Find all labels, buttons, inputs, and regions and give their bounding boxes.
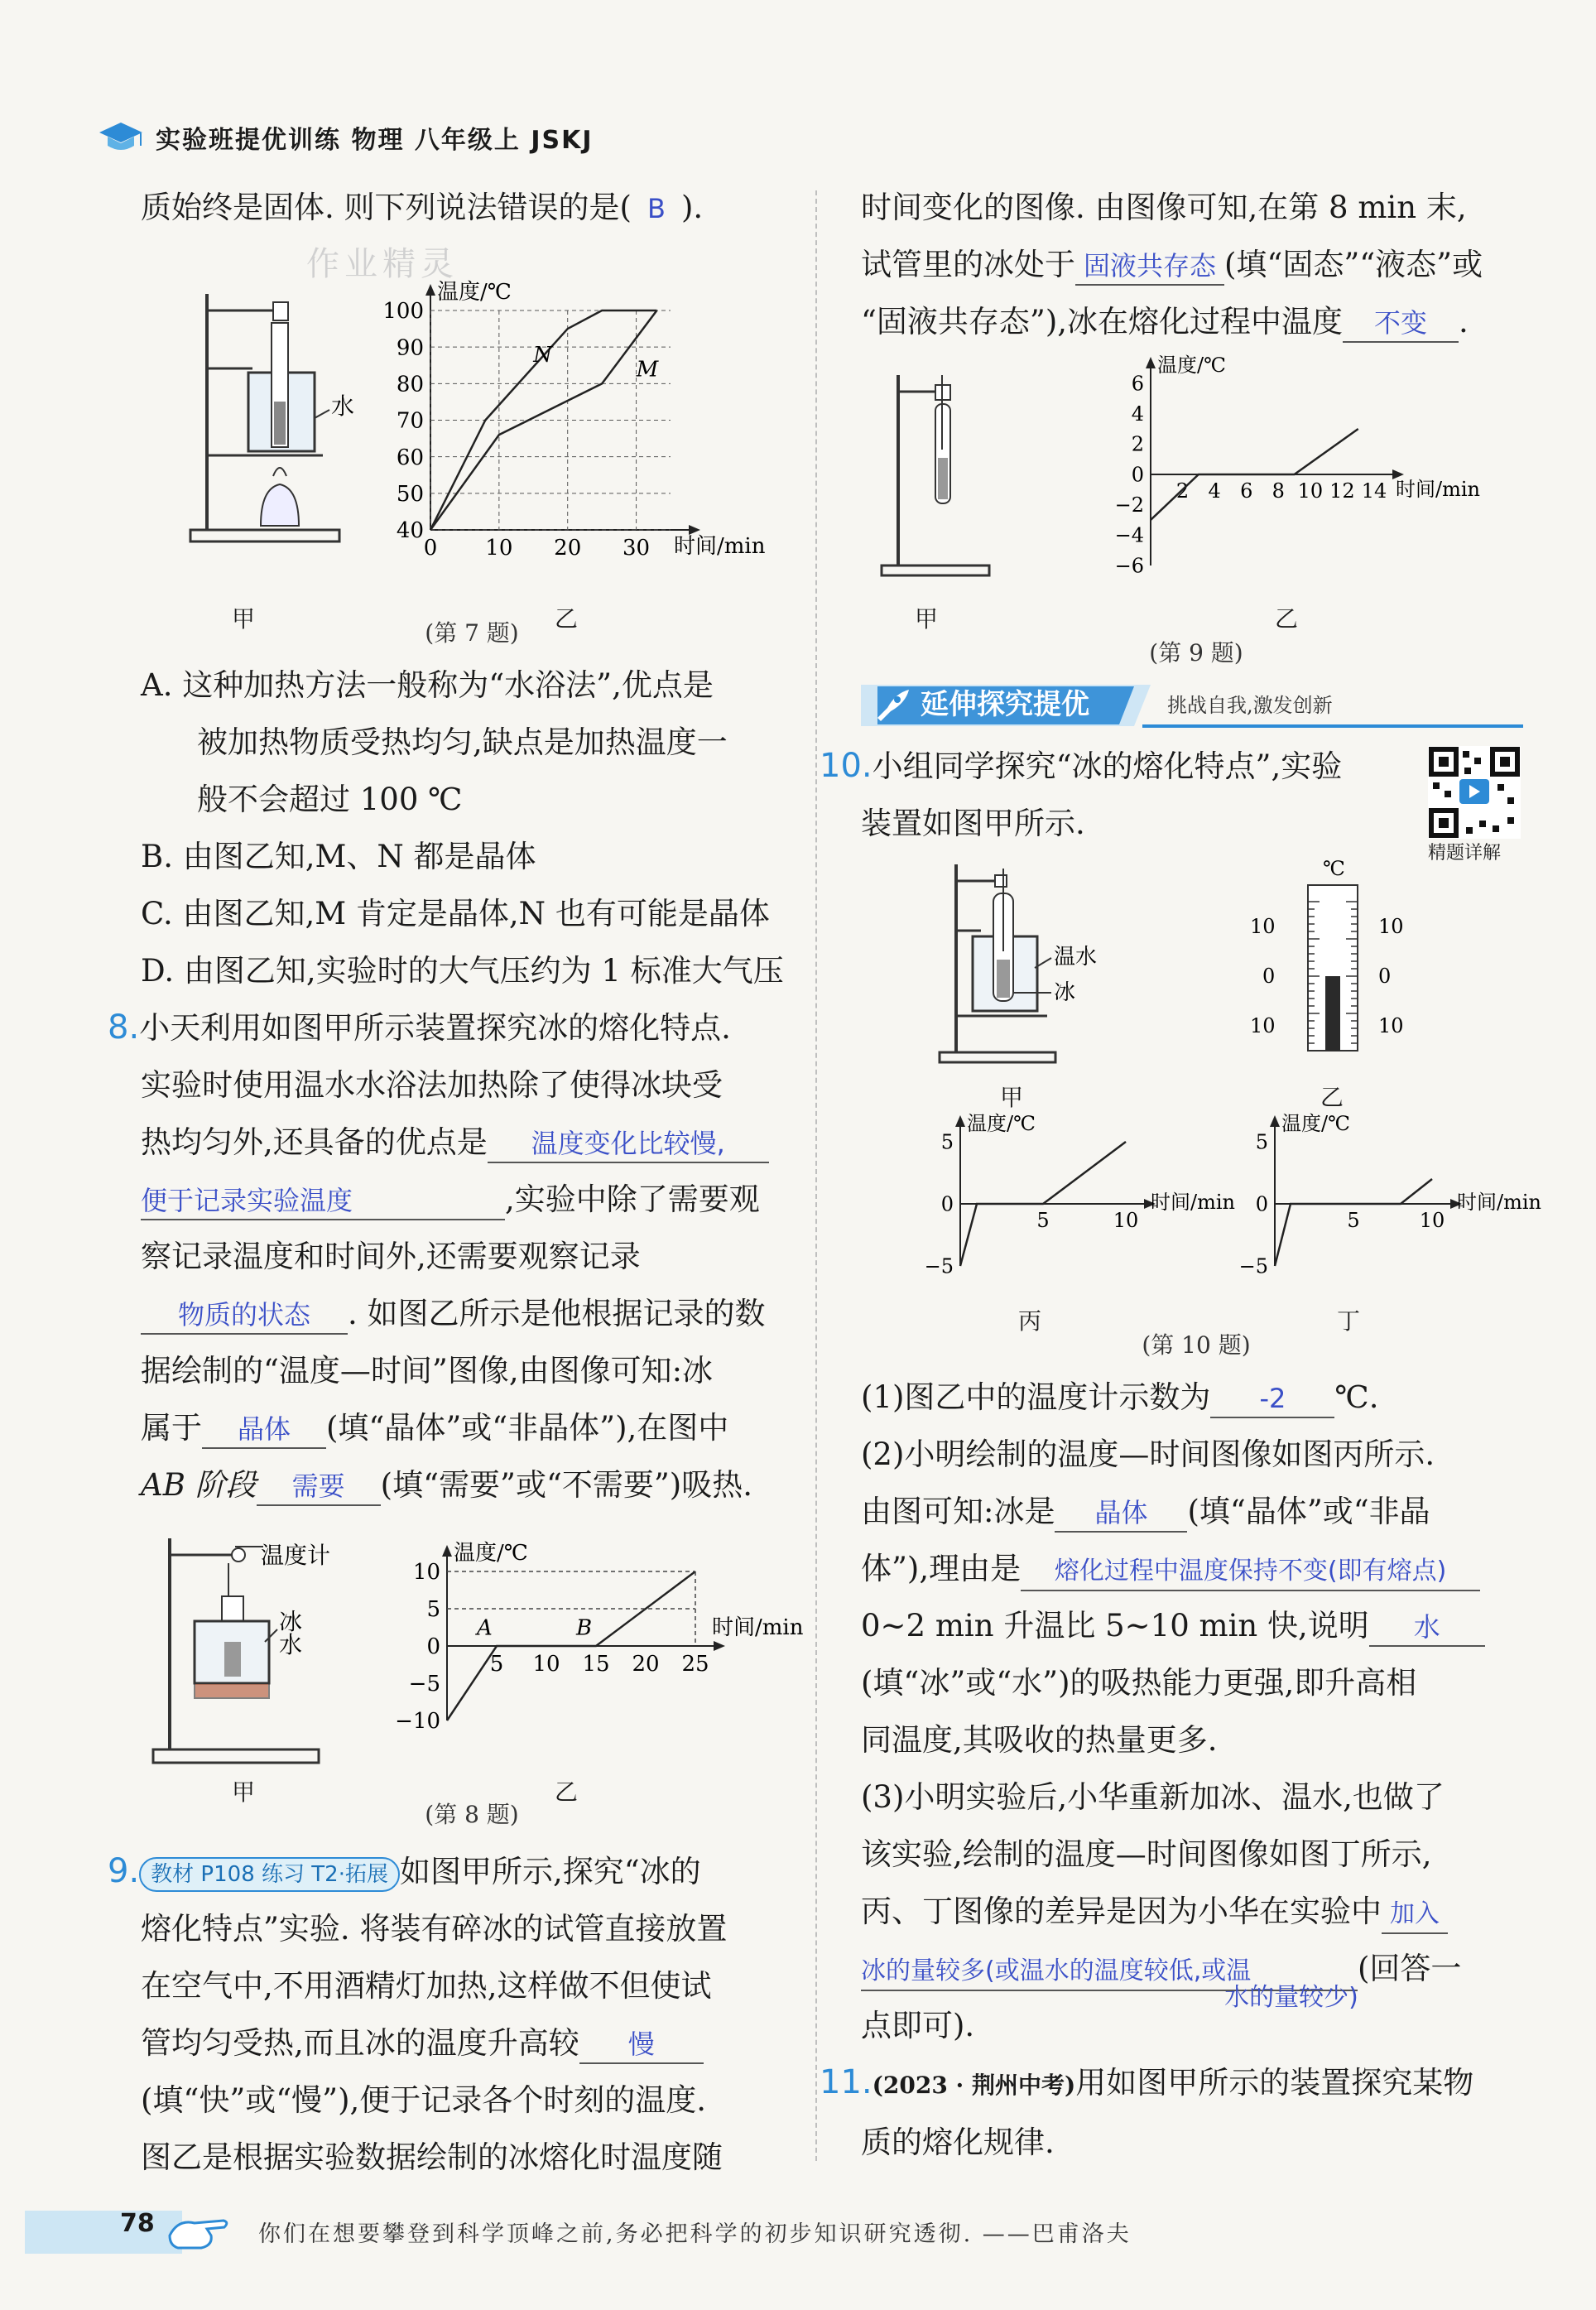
x-tick-label: 30 bbox=[623, 536, 651, 561]
x-tick-label: 20 bbox=[554, 536, 582, 561]
q8-line2: 实验时使用温水水浴法加热除了使得冰块受 bbox=[141, 1067, 723, 1103]
x-tick-label: 0 bbox=[423, 536, 438, 561]
q10-p3c: 丙、丁图像的差异是因为小华在实验中 加入 bbox=[861, 1883, 1531, 1940]
x-tick-label: 5 bbox=[1036, 1209, 1050, 1232]
q9-answer-1: 慢 bbox=[579, 2026, 704, 2064]
y-axis-label: 温度/℃ bbox=[454, 1541, 528, 1566]
footer-quote: 你们在想要攀登到科学顶峰之前,务必把科学的初步知识研究透彻. ——巴甫洛夫 bbox=[258, 2221, 1132, 2247]
q10-p2b: 由图可知:冰是 晶体 (填“晶体”或“非晶 bbox=[861, 1483, 1531, 1540]
right-column bbox=[820, 179, 1541, 2171]
y-axis-arrow bbox=[955, 1115, 965, 1127]
x-tick-label: 5 bbox=[489, 1652, 504, 1677]
fig10-ice-label: 冰 bbox=[1054, 980, 1076, 1005]
q10-p3b: 该实验,绘制的温度—时间图像如图丁所示, bbox=[861, 1836, 1432, 1872]
therm-right-bot: 10 bbox=[1378, 1014, 1404, 1037]
y-tick-label: −4 bbox=[1114, 523, 1144, 547]
q10-p2f: (填“冰”或“水”)的吸热能力更强,即升高相 bbox=[861, 1665, 1417, 1701]
q9-answer-3: 不变 bbox=[1343, 305, 1459, 343]
q8-line7: 据绘制的“温度—时间”图像,由图像可知:冰 bbox=[141, 1353, 714, 1388]
qr-code-icon[interactable] bbox=[1428, 746, 1521, 839]
x-tick-label: 14 bbox=[1361, 479, 1387, 503]
column-divider bbox=[815, 190, 817, 2161]
fig10-warm-water-label: 温水 bbox=[1054, 945, 1098, 970]
y-tick-label: 5 bbox=[426, 1597, 440, 1623]
x-axis-label: 时间/min bbox=[674, 534, 766, 559]
y-tick-label: −10 bbox=[395, 1709, 440, 1735]
curve-label-m: M bbox=[636, 357, 659, 383]
q8-answer-1a: 温度变化比较慢, bbox=[488, 1125, 769, 1163]
therm-right-top: 10 bbox=[1378, 915, 1404, 938]
q8-answer-4: 需要 bbox=[257, 1468, 381, 1506]
point-b-label: B bbox=[576, 1615, 593, 1641]
therm-left-top: 10 bbox=[1250, 915, 1276, 938]
point-a-label: A bbox=[477, 1615, 493, 1641]
y-tick-label: 4 bbox=[1131, 402, 1144, 426]
fig9-yi: 乙 bbox=[1275, 605, 1299, 633]
q8-answer-3: 晶体 bbox=[202, 1411, 326, 1449]
y-tick-label: 70 bbox=[396, 408, 424, 434]
q9-line5: (填“快”或“慢”),便于记录各个时刻的温度. bbox=[141, 2082, 707, 2118]
q10-number: 10. bbox=[820, 747, 873, 785]
chart-9 bbox=[1084, 350, 1515, 582]
chart-10-ding bbox=[1225, 1100, 1541, 1291]
section-banner bbox=[861, 678, 1531, 733]
x-tick-label: 10 bbox=[1113, 1209, 1139, 1232]
rocket-icon bbox=[871, 686, 912, 724]
figure-10-apparatus bbox=[935, 860, 1134, 1067]
q9-answer-2: 固液共存态 bbox=[1075, 248, 1224, 286]
x-tick-label: 10 bbox=[485, 536, 513, 561]
q10-answer-2: 晶体 bbox=[1055, 1494, 1187, 1533]
y-tick-label: 90 bbox=[396, 335, 424, 361]
q7-option-a1: A. 这种加热方法一般称为“水浴法”,优点是 bbox=[141, 667, 714, 703]
fig10-yi: 乙 bbox=[1320, 1084, 1344, 1111]
y-tick-label: 60 bbox=[396, 445, 424, 470]
y-tick-label: 0 bbox=[940, 1192, 954, 1216]
q9-line1: 9. 教材 P108 练习 T2·拓展 如图甲所示,探究“冰的 bbox=[108, 1852, 701, 1890]
x-tick-label: 15 bbox=[582, 1652, 610, 1677]
section-subtitle: 挑战自我,激发创新 bbox=[1167, 694, 1333, 717]
q10-p3a: (3)小明实验后,小华重新加冰、温水,也做了 bbox=[861, 1779, 1445, 1815]
graduation-cap-icon bbox=[98, 119, 144, 156]
fig8-yi: 乙 bbox=[555, 1778, 579, 1806]
y-axis-arrow bbox=[1146, 357, 1156, 368]
fig7-caption: (第 7 题) bbox=[425, 619, 519, 647]
y-axis-arrow bbox=[442, 1545, 452, 1557]
y-tick-label: 5 bbox=[1255, 1130, 1268, 1154]
q9-line4: 管均匀受热,而且冰的温度升高较 慢 bbox=[141, 2014, 803, 2072]
q10-p3d: 冰的量较多(或温水的温度较低,或温 (回答一 水的量较少) bbox=[861, 1940, 1531, 1997]
q9-right-line3: “固液共存态”),冰在熔化过程中温度 不变 . bbox=[861, 293, 1531, 350]
y-tick-label: −5 bbox=[1238, 1254, 1268, 1278]
therm-unit: ℃ bbox=[1323, 857, 1345, 880]
q8-line5: 察记录温度和时间外,还需要观察记录 bbox=[141, 1239, 641, 1274]
figure-9-apparatus bbox=[877, 367, 1002, 582]
q9-right-line1: 时间变化的图像. 由图像可知,在第 8 min 末, bbox=[861, 190, 1467, 225]
y-tick-label: −5 bbox=[408, 1672, 440, 1697]
section-title: 延伸探究提优 bbox=[921, 688, 1089, 721]
q8-line3: 热均匀外,还具备的优点是 温度变化比较慢, bbox=[141, 1114, 803, 1171]
q8-answer-2: 物质的状态 bbox=[141, 1297, 348, 1335]
y-tick-label: 0 bbox=[426, 1634, 440, 1660]
q7-option-b: B. 由图乙知,M、N 都是晶体 bbox=[141, 839, 536, 874]
x-axis-label: 时间/min bbox=[1396, 478, 1480, 501]
y-tick-label: 100 bbox=[382, 299, 424, 325]
fig7-water-label: 水 bbox=[331, 392, 355, 420]
x-tick-label: 5 bbox=[1347, 1209, 1360, 1232]
x-tick-label: 10 bbox=[1297, 479, 1324, 503]
therm-right-mid: 0 bbox=[1378, 965, 1392, 988]
q7-option-a3: 般不会超过 100 ℃ bbox=[197, 782, 463, 817]
chart-10-bing bbox=[911, 1100, 1235, 1291]
q8-line9: AB 阶段 需要 (填“需要”或“不需要”)吸热. bbox=[141, 1456, 803, 1514]
watermark: 作业精灵 bbox=[306, 245, 459, 283]
y-tick-label: 0 bbox=[1131, 463, 1144, 487]
y-tick-label: 6 bbox=[1131, 372, 1144, 396]
header-title: 实验班提优训练 物理 八年级上 JSKJ bbox=[156, 126, 594, 155]
figure-9 bbox=[861, 350, 1531, 633]
y-axis-arrow bbox=[1270, 1115, 1280, 1127]
page-number: 78 bbox=[120, 2209, 155, 2238]
q10-p2a: (2)小明绘制的温度—时间图像如图丙所示. bbox=[861, 1437, 1435, 1472]
y-tick-label: −5 bbox=[924, 1254, 954, 1278]
q10-p2e: 0~2 min 升温比 5~10 min 快,说明 水 bbox=[861, 1597, 1531, 1654]
fig9-jia: 甲 bbox=[915, 605, 939, 633]
q10-p2g: 同温度,其吸收的热量更多. bbox=[861, 1722, 1218, 1758]
x-tick-label: 25 bbox=[681, 1652, 709, 1677]
fig10-ding: 丁 bbox=[1337, 1307, 1361, 1335]
x-tick-label: 12 bbox=[1329, 479, 1355, 503]
y-tick-label: 80 bbox=[396, 372, 424, 397]
fig7-jia: 甲 bbox=[232, 605, 256, 633]
y-axis-label: 温度/℃ bbox=[967, 1112, 1036, 1135]
y-tick-label: 50 bbox=[396, 481, 424, 507]
y-axis-label: 温度/℃ bbox=[1281, 1112, 1350, 1135]
y-axis-label: 温度/℃ bbox=[437, 280, 512, 305]
y-axis-label: 温度/℃ bbox=[1157, 354, 1226, 377]
q9-number: 9. bbox=[108, 1852, 140, 1890]
qr-label: 精题详解 bbox=[1428, 843, 1502, 864]
q8-line8: 属于 晶体 (填“晶体”或“非晶体”),在图中 bbox=[141, 1399, 803, 1456]
x-axis-arrow bbox=[714, 1641, 725, 1651]
fig10-bing: 丙 bbox=[1018, 1307, 1042, 1335]
pointing-hand-icon bbox=[161, 2202, 236, 2260]
q11-line1: 11.(2023 · 荆州中考)用如图甲所示的装置探究某物 bbox=[820, 2063, 1474, 2101]
q10-line2: 装置如图甲所示. bbox=[861, 806, 1085, 841]
figure-10-thermometer bbox=[1225, 852, 1440, 1067]
q10-answer-5a: 加入 bbox=[1382, 1896, 1448, 1934]
y-tick-label: −2 bbox=[1114, 493, 1144, 517]
q7-intro: 质始终是固体. 则下列说法错误的是( B ). bbox=[141, 190, 704, 225]
q10-p3e: 点即可). bbox=[861, 2008, 975, 2043]
page-header bbox=[98, 114, 594, 161]
q10-answer-3: 熔化过程中温度保持不变(即有熔点) bbox=[1021, 1553, 1480, 1591]
q9-line2: 熔化特点”实验. 将装有碎冰的试管直接放置 bbox=[141, 1911, 728, 1947]
page-footer bbox=[0, 2202, 1596, 2269]
fig8-jia: 甲 bbox=[232, 1778, 256, 1806]
q8-answer-1b: 便于记录实验温度 bbox=[141, 1182, 505, 1220]
x-tick-label: 2 bbox=[1175, 479, 1190, 503]
x-tick-label: 6 bbox=[1240, 479, 1253, 503]
q10-intro bbox=[820, 738, 1531, 864]
q11-number: 11. bbox=[820, 2063, 873, 2101]
q8-number: 8. bbox=[108, 1008, 140, 1047]
q10-p2d: 体”),理由是 熔化过程中温度保持不变(即有熔点) bbox=[861, 1540, 1531, 1597]
q11-source: (2023 · 荆州中考) bbox=[872, 2072, 1076, 2099]
fig10-caption: (第 10 题) bbox=[1142, 1331, 1251, 1359]
x-axis-label: 时间/min bbox=[1151, 1191, 1235, 1214]
y-tick-label: 5 bbox=[940, 1130, 954, 1154]
left-column bbox=[108, 179, 804, 2186]
q10-p1: (1)图乙中的温度计示数为 -2 ℃. bbox=[861, 1369, 1531, 1426]
x-tick-label: 10 bbox=[532, 1652, 560, 1677]
figure-10-top bbox=[861, 852, 1531, 1111]
x-axis-label: 时间/min bbox=[712, 1615, 804, 1640]
x-axis-label: 时间/min bbox=[1457, 1191, 1541, 1214]
q10-answer-5b: 冰的量较多(或温水的温度较低,或温 bbox=[861, 1953, 1358, 1991]
q7-option-d: D. 由图乙知,实验时的大气压约为 1 标准大气压 bbox=[141, 953, 784, 989]
curve-label-n: N bbox=[533, 342, 553, 368]
y-tick-label: −6 bbox=[1114, 554, 1144, 578]
y-axis-arrow bbox=[425, 284, 435, 296]
fig8-ice-label: 冰 bbox=[279, 1608, 303, 1635]
q10-answer-5c: 水的量较少) bbox=[1224, 1983, 1358, 2012]
chart-8 bbox=[373, 1522, 804, 1754]
fig8-caption: (第 8 题) bbox=[425, 1801, 519, 1828]
q7-option-a2: 被加热物质受热均匀,缺点是加热温度一 bbox=[197, 724, 728, 760]
x-tick-label: 8 bbox=[1272, 479, 1285, 503]
q8-line1: 8.小天利用如图甲所示装置探究冰的熔化特点. bbox=[108, 1008, 731, 1047]
fig7-yi: 乙 bbox=[555, 605, 579, 633]
q8-line6: 物质的状态 . 如图乙所示是他根据记录的数 bbox=[141, 1285, 803, 1342]
figure-8-apparatus bbox=[149, 1530, 356, 1770]
fig10-jia: 甲 bbox=[1000, 1084, 1024, 1111]
figure-10-bottom bbox=[861, 1100, 1541, 1335]
y-tick-label: 2 bbox=[1131, 432, 1144, 456]
therm-left-mid: 0 bbox=[1262, 965, 1276, 988]
y-tick-label: 0 bbox=[1255, 1192, 1268, 1216]
y-tick-label: 10 bbox=[412, 1560, 440, 1586]
therm-left-bot: 10 bbox=[1250, 1014, 1276, 1037]
q9-source-tag: 教材 P108 练习 T2·拓展 bbox=[139, 1857, 400, 1892]
q9-line6: 图乙是根据实验数据绘制的冰熔化时温度随 bbox=[141, 2139, 723, 2175]
figure-8 bbox=[141, 1514, 804, 1806]
q10-answer-1: -2 bbox=[1210, 1380, 1334, 1418]
q7-option-c: C. 由图乙知,M 肯定是晶体,N 也有可能是晶体 bbox=[141, 896, 770, 931]
y-tick-label: 40 bbox=[396, 518, 424, 544]
q11-line2: 质的熔化规律. bbox=[861, 2125, 1055, 2160]
q9-line3: 在空气中,不用酒精灯加热,这样做不但使试 bbox=[141, 1968, 712, 2004]
q7-answer: B bbox=[647, 193, 666, 224]
x-tick-label: 4 bbox=[1208, 479, 1221, 503]
fig8-thermometer-label: 温度计 bbox=[261, 1542, 331, 1569]
fig8-water-label: 水 bbox=[279, 1631, 303, 1658]
chart-7 bbox=[381, 277, 766, 561]
x-tick-label: 10 bbox=[1419, 1209, 1445, 1232]
q9-right-line2: 试管里的冰处于 固液共存态 (填“固态”“液态”或 bbox=[861, 236, 1531, 293]
q8-line4: 便于记录实验温度 ,实验中除了需要观 bbox=[141, 1171, 803, 1228]
x-tick-label: 20 bbox=[632, 1652, 660, 1677]
fig9-caption: (第 9 题) bbox=[1149, 639, 1243, 667]
figure-7-apparatus bbox=[182, 277, 373, 551]
q10-line1: 10.小组同学探究“冰的熔化特点”,实验 bbox=[820, 747, 1343, 785]
q10-answer-4: 水 bbox=[1369, 1609, 1485, 1647]
page-number-box bbox=[25, 2211, 182, 2254]
